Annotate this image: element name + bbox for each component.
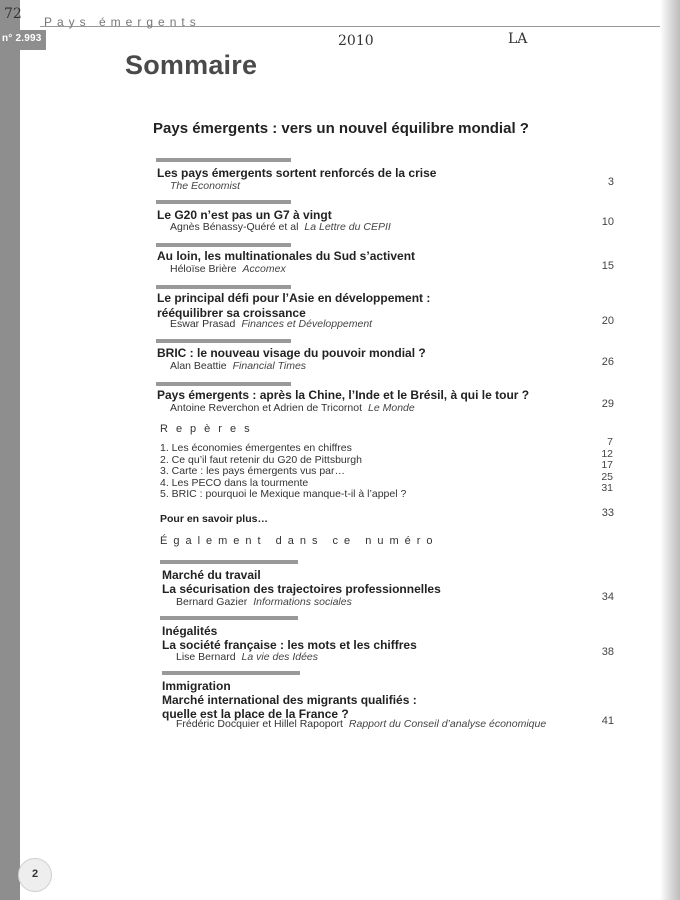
article-title-line: Inégalités (162, 624, 218, 638)
section-rule (156, 382, 291, 386)
section-rule (162, 671, 300, 675)
article-byline (176, 718, 546, 730)
article-author: Frédéric Docquier et Hillel Rapoport (176, 718, 343, 730)
article-publication: Rapport du Conseil d’analyse économique (348, 718, 547, 730)
article-page: 26 (601, 356, 614, 368)
article-title[interactable] (162, 679, 417, 721)
article-publication: La vie des Idées (241, 651, 319, 663)
issue-number: n° 2.993 (2, 33, 42, 44)
article-title-line: quelle est la place de la France ? (162, 707, 349, 721)
reperes-pages (580, 437, 613, 495)
page-edge-shadow (660, 0, 680, 900)
reperes-item[interactable]: 3. Carte : les pays émergents vus par… (160, 465, 345, 477)
article-author: Eswar Prasad (170, 318, 236, 330)
article-title-line: Immigration (162, 679, 231, 693)
article-page: 20 (601, 315, 614, 327)
section-rule (156, 200, 291, 204)
section-rule (156, 243, 291, 247)
article-byline (170, 318, 372, 330)
article-byline (170, 221, 391, 233)
page-number-badge (18, 858, 52, 892)
article-title[interactable] (157, 346, 426, 361)
section-rule (160, 560, 298, 564)
article-title-line: rééquilibrer sa croissance (157, 306, 306, 320)
article-publication: Le Monde (368, 402, 415, 414)
article-byline (170, 263, 286, 275)
dossier-title: Pays émergents : vers un nouvel équilibre mondial ? (153, 120, 529, 137)
running-title: Pays émergents (44, 15, 201, 29)
reperes-item[interactable]: 4. Les PECO dans la tourmente (160, 476, 309, 489)
article-title[interactable] (157, 291, 430, 321)
section-rule (156, 285, 291, 289)
article-author: Alan Beattie (170, 360, 227, 372)
article-title-line: La société française : les mots et les chiffres (162, 638, 417, 652)
page-title: Sommaire (125, 50, 258, 80)
section-rule (156, 158, 291, 162)
article-title[interactable] (162, 568, 441, 596)
article-title[interactable] (157, 388, 529, 403)
handwritten-note: 72 (4, 6, 22, 22)
section-rule (160, 616, 298, 620)
article-author: Héloïse Brière (170, 263, 237, 275)
article-byline (170, 180, 240, 192)
left-margin-band (0, 0, 20, 900)
reperes-item[interactable]: 1. Les économies émergentes en chiffres (160, 442, 352, 454)
article-page: 15 (601, 260, 614, 272)
article-title-line: Marché international des migrants qualifiés : (162, 693, 417, 707)
reperes-heading: Repères (160, 423, 258, 435)
article-page: 3 (607, 176, 614, 188)
reperes-item[interactable]: 2. Ce qu’il faut retenir du G20 de Pittsburgh (160, 453, 362, 466)
reperes-item-page: 17 (601, 459, 613, 471)
article-author: Agnès Bénassy-Quéré et al (170, 221, 299, 233)
article-author: Antoine Reverchon et Adrien de Tricornot (170, 402, 363, 414)
article-title-line: Le G20 n’est pas un G7 à vingt (157, 208, 332, 222)
article-byline (176, 596, 352, 608)
article-title-line: BRIC : le nouveau visage du pouvoir mondial ? (157, 346, 426, 360)
article-page: 38 (601, 646, 614, 658)
article-page: 10 (601, 216, 614, 228)
reperes-item-page: 12 (601, 447, 613, 460)
article-title[interactable] (162, 624, 417, 652)
article-page: 29 (601, 398, 614, 410)
article-byline (170, 402, 415, 414)
article-author: Lise Bernard (176, 651, 236, 663)
article-publication: The Economist (170, 180, 241, 192)
article-publication: Financial Times (232, 360, 307, 372)
article-publication: Accomex (242, 263, 286, 275)
further-reading-link[interactable]: Pour en savoir plus… (160, 513, 268, 525)
article-author: Bernard Gazier (176, 596, 248, 608)
reperes-item-page: 25 (601, 470, 613, 483)
article-publication: Informations sociales (253, 596, 352, 608)
article-page: 41 (601, 715, 614, 727)
reperes-item-page: 31 (601, 482, 613, 494)
handwritten-initials: LA (508, 31, 528, 47)
article-title-line: Au loin, les multinationales du Sud s’activent (157, 249, 416, 263)
page-number: 2 (31, 868, 39, 880)
further-reading-page: 33 (601, 507, 614, 519)
article-title-line: Le principal défi pour l’Asie en développement : (157, 291, 431, 305)
article-byline (170, 360, 306, 372)
article-title-line: Les pays émergents sortent renforcés de la crise (157, 166, 437, 180)
article-title-line: Pays émergents : après la Chine, l’Inde et le Brésil, à qui le tour ? (157, 388, 530, 402)
article-byline (176, 651, 318, 663)
handwritten-year: 2010 (338, 33, 374, 49)
article-title-line: La sécurisation des trajectoires professionnelles (162, 582, 441, 596)
reperes-item-page: 7 (607, 436, 613, 448)
reperes-item[interactable]: 5. BRIC : pourquoi le Mexique manque-t-il à l’appel ? (160, 488, 407, 500)
section-rule (156, 339, 291, 343)
article-title-line: Marché du travail (162, 568, 261, 582)
article-page: 34 (601, 591, 614, 603)
article-publication: Finances et Développement (241, 318, 373, 330)
article-publication: La Lettre du CEPII (304, 221, 391, 233)
also-heading: Également dans ce numéro (160, 535, 439, 547)
article-title[interactable] (157, 166, 436, 181)
article-title[interactable] (157, 249, 415, 264)
